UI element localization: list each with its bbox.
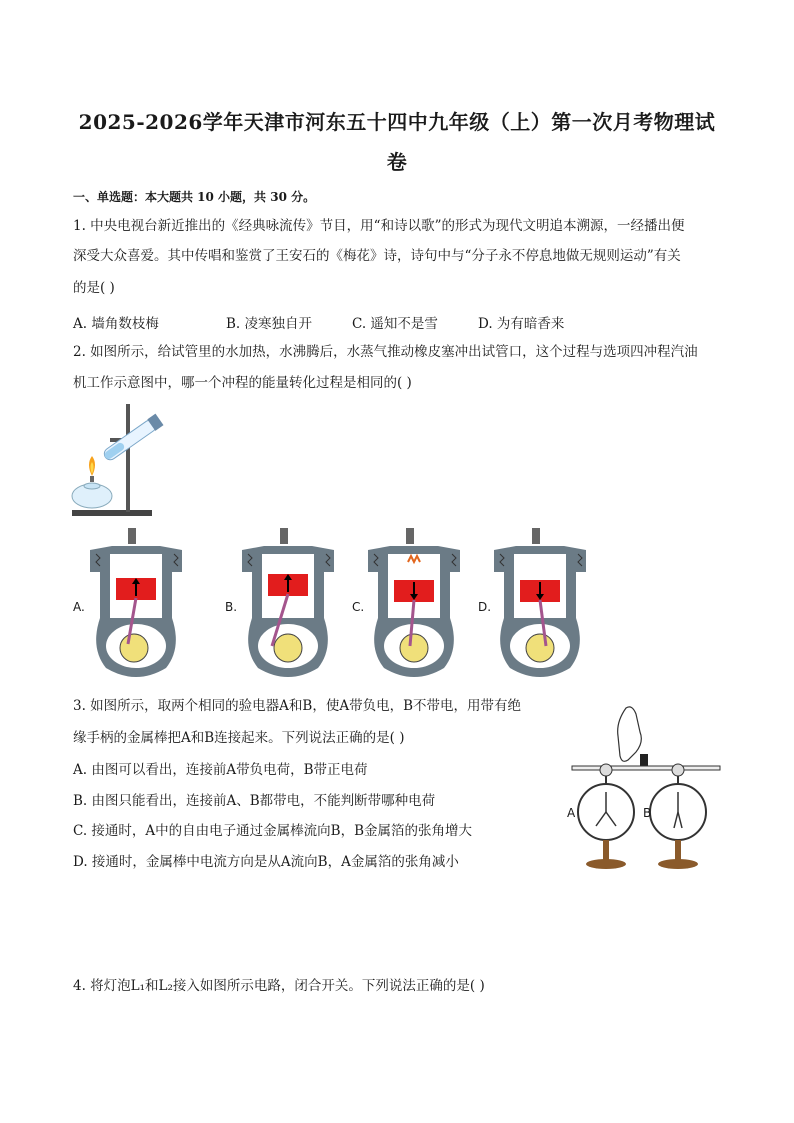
q1-line3: 的是( ) (73, 280, 115, 296)
q2-line2: 机工作示意图中，哪一个冲程的能量转化过程是相同的( ) (73, 375, 412, 391)
engine-stroke-b-figure (238, 528, 338, 682)
engine-stroke-a-figure (86, 528, 186, 682)
q3-option-a: A. 由图可以看出，连接前A带负电荷，B带正电荷 (73, 762, 368, 778)
q3-line1: 3. 如图所示，取两个相同的验电器A和B，使A带负电，B不带电，用带有绝 (73, 698, 522, 714)
engine-label-d: D. (478, 600, 492, 614)
engine-stroke-c-figure (364, 528, 464, 682)
q1-option-a: A. 墙角数枝梅 (73, 316, 159, 332)
electroscope-label-b: B (643, 806, 652, 820)
engine-label-b: B. (225, 600, 238, 614)
section-heading: 一、单选题：本大题共 10 小题，共 30 分。 (73, 190, 316, 204)
q1-option-b: B. 凌寒独自开 (226, 316, 313, 332)
electroscope-figure (566, 702, 726, 874)
q1-option-d: D. 为有暗香来 (478, 316, 565, 332)
q4-line1: 4. 将灯泡L₁和L₂接入如图所示电路，闭合开关。下列说法正确的是( ) (73, 978, 485, 994)
engine-stroke-d-figure (490, 528, 590, 682)
q3-option-d: D. 接通时，金属棒中电流方向是从A流向B，A金属箔的张角减小 (73, 854, 459, 870)
test-tube-heating-figure (70, 400, 170, 520)
q1-line1: 1. 中央电视台新近推出的《经典咏流传》节目，用“和诗以歌”的形式为现代文明追本溯源，一经播出便 (73, 218, 685, 234)
q3-line2: 缘手柄的金属棒把A和B连接起来。下列说法正确的是( ) (73, 730, 405, 746)
engine-label-c: C. (352, 600, 365, 614)
q2-line1: 2. 如图所示，给试管里的水加热，水沸腾后，水蒸气推动橡皮塞冲出试管口，这个过程与选项四冲程汽油 (73, 344, 698, 360)
q3-option-c: C. 接通时，A中的自由电子通过金属棒流向B，B金属箔的张角增大 (73, 823, 473, 839)
exam-title-line2: 卷 (386, 150, 408, 174)
exam-title-line1: 2025-2026学年天津市河东五十四中九年级（上）第一次月考物理试 (78, 110, 716, 134)
engine-label-a: A. (73, 600, 85, 614)
q1-option-c: C. 遥知不是雪 (352, 316, 438, 332)
q1-line2: 深受大众喜爱。其中传唱和鉴赏了王安石的《梅花》诗，诗句中与“分子永不停息地做无规则运动”有关 (73, 248, 681, 264)
q3-option-b: B. 由图只能看出，连接前A、B都带电，不能判断带哪种电荷 (73, 793, 436, 809)
electroscope-label-a: A (567, 806, 576, 820)
